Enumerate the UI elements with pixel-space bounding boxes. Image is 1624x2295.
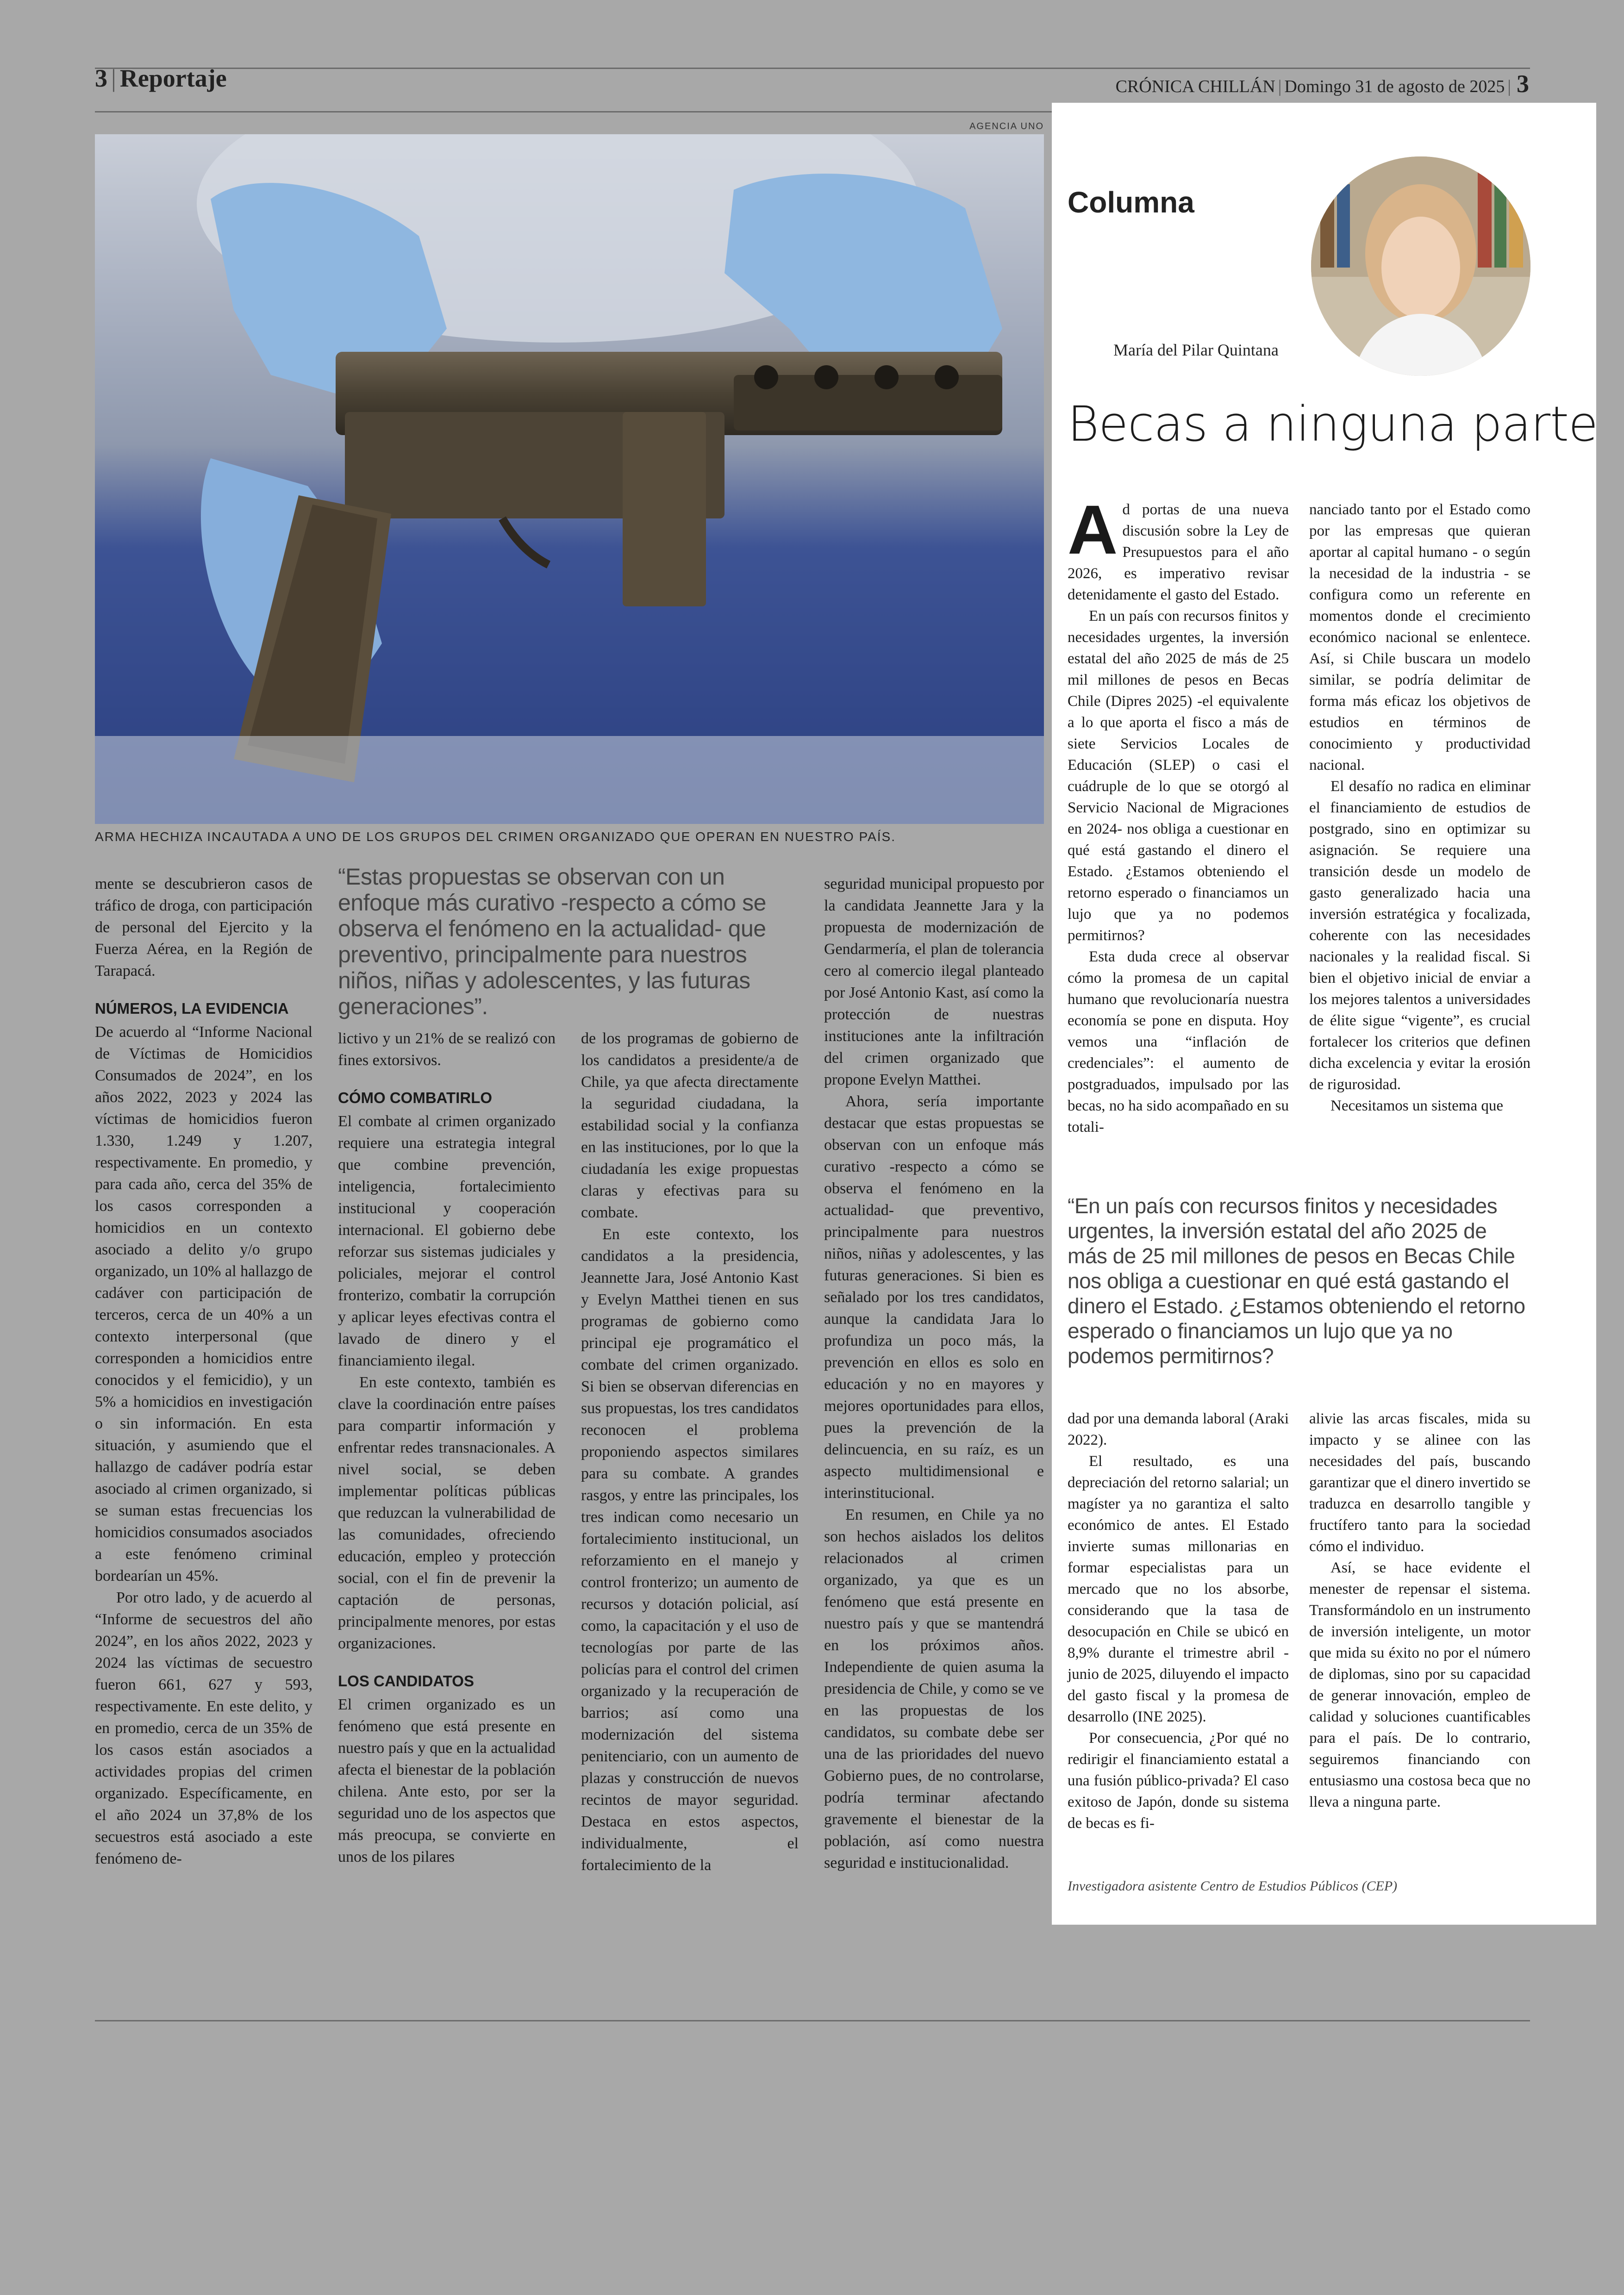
column-text-1 — [1068, 491, 1289, 1138]
report-paragraph: mente se descubrieron casos de tráfico de droga, con participación de personal del Ejercito y la Fuerza Aérea, en la Región de Tarapacá. — [95, 875, 312, 979]
report-paragraph: Por otro lado, y de acuerdo al “Informe de secuestros del año 2024”, en los años 2022, 2023 y 2024 las víctimas de secuestro fueron 661, 627 y 593, respectivamente. En este delito, y en promedio, cerca de un 35% de los casos están asociados a actividades propias del crimen organizado. Específicamente, en el año 2024 un 37,8% de los secuestros está asociado a este fenómeno de- — [95, 1589, 312, 1867]
column-paragraph: Por consecuencia, ¿Por qué no redirigir el financiamiento estatal a una fusión público-privada? El caso exitoso de Japón, donde su sistema de becas es fi- — [1068, 1730, 1289, 1832]
report-paragraph: En este contexto, también es clave la coordinación entre países para compartir información y enfrentar redes transnacionales. A nivel social, se deben implementar políticas públicas que reduzcan la vulnerabilidad de las comunidades, ofreciendo educación, empleo y protección social, con el fin de prevenir la captación de personas, principalmente menores, por estas organizaciones. — [338, 1374, 556, 1652]
issue-date: Domingo 31 de agosto de 2025 — [1284, 77, 1505, 96]
photo-credit: AGENCIA UNO — [969, 121, 1044, 131]
column-text-4 — [1309, 1408, 1530, 1813]
report-paragraph: El combate al crimen organizado requiere una estrategia integral que combine prevención, inteligencia, fortalecimiento institucional y cooperación internacional. El gobierno debe reforzar sus sistemas judiciales y policiales, mejorar el control fronterizo, combatir la corrupción y aplicar leyes efectivas contra el lavado de dinero y el financiamiento ilegal. — [338, 1113, 556, 1369]
column-paragraph: En un país con recursos finitos y necesidades urgentes, la inversión estatal del año 2025 de más de 25 mil millones de pesos en Becas Chile (Dipres 2025) -el equivalente a lo que aporta el fisco a más de siete Servicios Locales de Educación (SLEP) o casi el cuádruple de lo que se otorgó al Servicio Nacional de Migraciones en 2024- nos obliga a cuestionar en qué está gastando el dinero el Estado. ¿Estamos obteniendo el retorno esperado o financiamos un lujo que ya no podemos permitirnos? — [1068, 608, 1289, 944]
portrait-illustration — [1311, 156, 1530, 376]
column-paragraph — [1068, 491, 1289, 605]
report-paragraph: El crimen organizado es un fenómeno que está presente en nuestro país y que en la actualidad afecta el bienestar de la población chilena. Ante esto, por ser la seguridad uno de los aspectos que más preocupa, se convierte en unos de los pilares — [338, 1696, 556, 1865]
column-paragraph: El resultado, es una depreciación del retorno salarial; un magíster ya no garantiza el salto económico de antes. El Estado invierte sumas millonarias en formar especialistas para un mercado que no los absorbe, considerando que la tasa de desocupación en Chile se ubicó en 8,9% durante el trimestre abril - junio de 2025, diluyendo el impacto del gasto fiscal y la promesa de desarrollo (INE 2025). — [1068, 1453, 1289, 1725]
report-paragraph: seguridad municipal propuesto por la candidata Jeannette Jara y la propuesta de modernización de Gendarmería, el plan de tolerancia cero al comercio ilegal planteado por José Antonio Kast, así como la protección de nuestras instituciones ante la infiltración del crimen organizado que propone Evelyn Matthei. — [824, 875, 1044, 1088]
header-top-rule — [95, 68, 1530, 69]
column-lead: d portas de una nueva discusión sobre la Ley de Presupuestos para el año 2026, es imperativo revisar detenidamente el gasto del Estado. — [1068, 501, 1289, 603]
report-paragraph: De acuerdo al “Informe Nacional de Víctimas de Homicidios Consumados de 2024”, en los años 2022, 2023 y 2024 las víctimas de homicidios fueron 1.330, 1.249 y 1.207, respectivamente. En promedio, y para cada año, cerca del 35% de los casos corresponden a homicidios en un contexto asociado a delito y/o grupo organizado, un 10% al hallazgo de cadáver con participación de terceros, cerca de un 40% a un contexto interpersonal (que corresponden a homicidios entre conocidos y el femicidio), y un 5% a homicidios en investigación o sin información. En esta situación, y asumiendo que el hallazgo de cadáver podría estar asociado al crimen organizado, si se suman estas frecuencias los homicidios consumados asociados a este fenómeno criminal bordearían un 45%. — [95, 1023, 312, 1584]
report-paragraph: lictivo y un 21% de se realizó con fines extorsivos. — [338, 1030, 556, 1069]
dropcap: A — [1068, 491, 1118, 568]
column-paragraph: Así, se hace evidente el menester de repensar el sistema. Transformándolo en un instrumento de inversión inteligente, un motor que mida su éxito no por el número de diplomas, sino por su capacidad de generar innovación, empleo de calidad y soluciones cuantificables para el país. De lo contrario, seguiremos financiando con entusiasmo una costosa beca que no lleva a ninguna parte. — [1309, 1559, 1530, 1810]
column-pullquote: “En un país con recursos finitos y necesidades urgentes, la inversión estatal del año 2025 de más de 25 mil millones de pesos en Becas Chile nos obliga a cuestionar en qué está gastando el dinero el Estado. ¿Estamos obteniendo el retorno esperado o financiamos un lujo que ya no podemos permitirnos? — [1068, 1194, 1525, 1368]
page-number: 3 — [95, 64, 107, 92]
column-headline: Becas a ninguna parte — [1068, 396, 1598, 452]
report-subhead: LOS CANDIDATOS — [338, 1672, 474, 1690]
column-paragraph: nanciado tanto por el Estado como por las empresas que quieran aportar al capital humano - o según la necesidad de la industria - se configura como un referente en momentos donde el crecimiento económico nacional se enlentece. Así, si Chile buscara un modelo similar, se podría delimitar de forma más eficaz los objetivos de estudios en términos de conocimiento y productividad nacional. — [1309, 501, 1530, 773]
report-column-2 — [338, 1028, 556, 1868]
report-subhead: CÓMO COMBATIRLO — [338, 1089, 493, 1106]
report-subhead: NÚMEROS, LA EVIDENCIA — [95, 1000, 289, 1017]
report-paragraph: En este contexto, los candidatos a la presidencia, Jeannette Jara, José Antonio Kast y Evelyn Matthei tienen en sus programas de gobierno como principal eje programático el combate del crimen organizado. Si bien se observan diferencias en sus propuestas, los tres candidatos reconocen el problema proponiendo aspectos similares para su combate. A grandes rasgos, y entre las principales, los tres indican como necesario un fortalecimiento institucional, un reforzamiento en el manejo y control fronterizo; un aumento de recursos y dotación policial, así como, la capacitación y el uso de tecnologías por parte de las policías para el control del crimen organizado y la recuperación de barrios; así como una modernización del sistema penitenciario, con un aumento de plazas y construcción de nuevos recintos de mayor seguridad. Destaca en estos aspectos, individualmente, el fortalecimiento de la — [581, 1226, 799, 1874]
page-bottom-rule — [95, 2020, 1530, 2021]
author-portrait — [1311, 156, 1530, 376]
report-paragraph: de los programas de gobierno de los candidatos a presidente/a de Chile, ya que afecta directamente la seguridad ciudadana, la estabilidad social y la confianza en las instituciones, por lo que la ciudadanía les exige propuestas claras y efectivas para su combate. — [581, 1030, 799, 1221]
report-column-3 — [581, 1028, 799, 1876]
report-paragraph: Ahora, sería importante destacar que estas propuestas se observan con un enfoque más curativo -respecto a cómo se observa el fenómeno en la actualidad- que preventivo, principalmente para nuestros niños, niñas y adolescentes, y las futuras generaciones. Si bien es señalado por los tres candidatos, aunque la candidata Jara lo profundiza un poco más, la prevención en ellos es solo en educación y no en mayores y mejores oportunidades para ellos, pues la prevención de la delincuencia, en su raíz, es un aspecto multidimensional e interinstitucional. — [824, 1093, 1044, 1502]
section-name: Reportaje — [119, 64, 227, 92]
column-paragraph: dad por una demanda laboral (Araki 2022). — [1068, 1410, 1289, 1448]
column-paragraph: Necesitamos un sistema que — [1330, 1098, 1503, 1114]
report-paragraph: En resumen, en Chile ya no son hechos aislados los delitos relacionados al crimen organizado, ya que es un fenómeno que está presente en nuestro país y que se mantendrá en los próximos años. Independiente de quien asuma la presidencia de Chile, y como se ve en las propuestas de los candidatos, su combate debe ser una de las prioridades del nuevo Gobierno pues, de no controlarse, podría terminar afectando gravemente el bienestar de la población, así como nuestra seguridad e institucionalidad. — [824, 1506, 1044, 1871]
report-column-1 — [95, 873, 312, 1870]
folio: CRÓNICA CHILLÁN | Domingo 31 de agosto de 2025 | 3 — [1115, 70, 1529, 98]
page-number-right: 3 — [1517, 70, 1529, 98]
column-text-2 — [1309, 499, 1530, 1116]
section-header: 3 | Reportaje — [95, 64, 227, 92]
column-paragraph: Esta duda crece al observar cómo la promesa de un capital humano que revolucionaría nuestra economía se pone en disputa. Hoy vemos una “inflación de credenciales”: el aumento de postgraduados, impulsado por las becas, no ha sido acompañado en su totali- — [1068, 948, 1289, 1135]
column-paragraph: alivie las arcas fiscales, mida su impacto y se alinee con las necesidades del país, buscando garantizar que el dinero invertido se traduzca en desarrollo tangible y fructífero tanto para la sociedad cómo el individuo. — [1309, 1410, 1530, 1555]
report-column-4 — [824, 873, 1044, 1874]
author-name: María del Pilar Quintana — [1113, 341, 1279, 359]
gun-illustration — [95, 134, 1044, 824]
news-photo — [95, 134, 1044, 824]
column-label: Columna — [1068, 186, 1194, 219]
column-text-3 — [1068, 1408, 1289, 1834]
photo-caption: ARMA HECHIZA INCAUTADA A UNO DE LOS GRUPOS DEL CRIMEN ORGANIZADO QUE OPERAN EN NUESTRO PAÍS. — [95, 829, 896, 844]
author-affiliation: Investigadora asistente Centro de Estudios Públicos (CEP) — [1068, 1878, 1398, 1894]
column-paragraph: El desafío no radica en eliminar el financiamiento de estudios de postgrado, sino en optimizar su asignación. Se requiere una transición desde un modelo de gasto generalizado hacia una inversión estratégica y focalizada, coherente con las necesidades nacionales y la realidad fiscal. Si bien el objetivo inicial de enviar a los mejores talentos a universidades de élite sigue “vigente”, es crucial fortalecer los criterios que definen dicha excelencia y evitar la erosión de rigurosidad. — [1309, 778, 1530, 1093]
paper-name: CRÓNICA CHILLÁN — [1115, 77, 1275, 96]
report-pullquote: “Estas propuestas se observan con un enfoque más curativo -respecto a cómo se observa el fenómeno en la actualidad- que preventivo, principalmente para nuestros niños, niñas y adolescentes, y las futuras generaciones”. — [338, 864, 766, 1019]
